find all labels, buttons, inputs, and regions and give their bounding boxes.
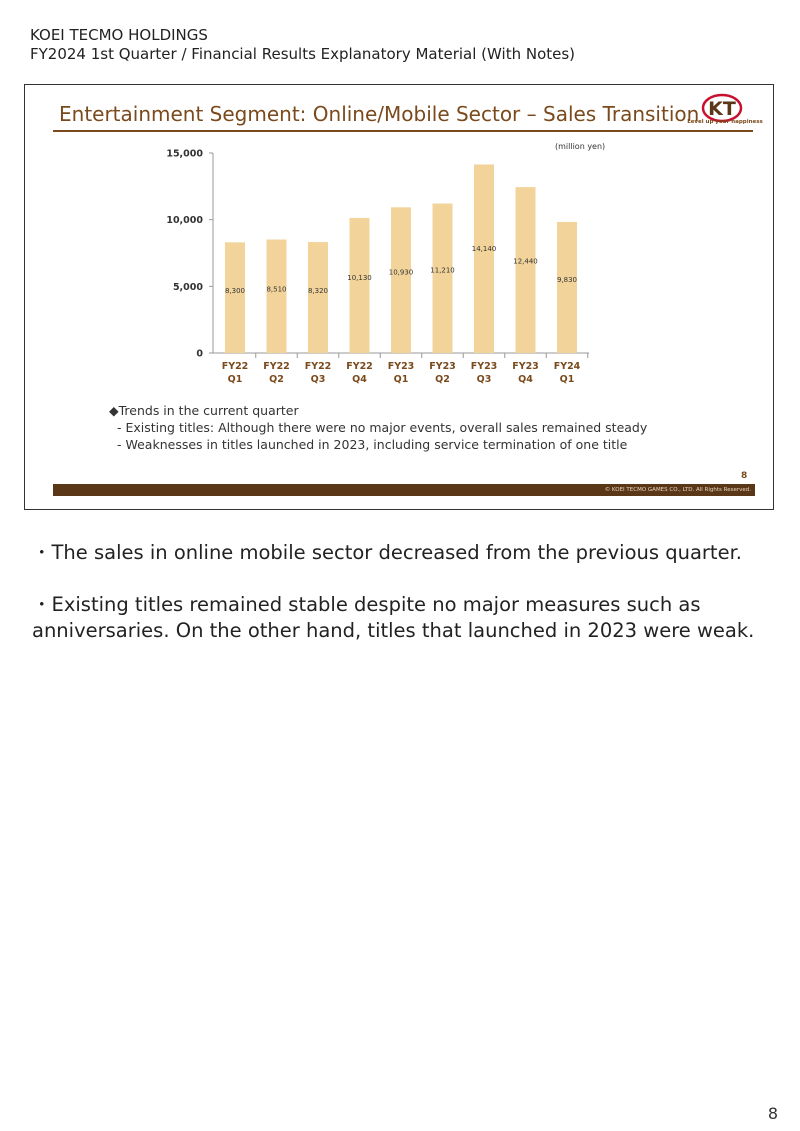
x-tick-label: FY23 [470,361,498,372]
bar [308,242,328,353]
bar [350,218,370,353]
data-label: 10,130 [347,274,372,283]
x-tick-label: FY23 [512,361,539,372]
x-tick-label: Q2 [269,374,284,385]
bar [516,187,536,353]
x-tick-label: Q4 [352,374,367,385]
x-tick-label: FY23 [387,361,415,372]
data-label: 9,830 [556,276,578,285]
logo-mark: KT [708,98,736,120]
bar [433,204,453,353]
notes [32,540,772,670]
data-label: 8,300 [224,287,246,296]
slide-frame [24,84,774,510]
sales-bar-chart [25,85,773,385]
data-label: 8,510 [266,285,287,294]
copyright-text: © KOEI TECMO GAMES CO., LTD. All Rights Reserved. [604,487,751,493]
x-tick-label: FY22 [346,361,373,372]
x-tick-label: Q1 [393,374,409,385]
data-label: 8,320 [307,287,329,296]
y-tick-label: 5,000 [172,281,203,293]
slide-title: Entertainment Segment: Online/Mobile Sector – Sales Transition [59,102,700,126]
bar [557,222,577,353]
note-paragraph: ・Existing titles remained stable despite no major measures such as anniversaries. On the other hand, titles that launched in 2023 were weak. [32,593,755,642]
x-tick-label: Q2 [435,374,450,385]
bar [391,207,411,353]
note-paragraph: ・The sales in online mobile sector decreased from the previous quarter. [32,541,742,564]
trends-heading: ◆Trends in the current quarter [109,403,299,418]
logo-tagline: Level up your happiness [687,119,763,125]
data-label: 10,930 [388,268,414,277]
unit-label: (million yen) [555,142,606,151]
x-tick-label: FY22 [221,361,249,372]
x-tick-label: Q1 [559,374,575,385]
x-tick-label: Q4 [518,374,533,385]
page-number: 8 [767,1104,778,1123]
slide-number: 8 [741,471,748,481]
trend-line: - Existing titles: Although there were no major events, overall sales remained steady [117,420,648,435]
x-tick-label: Q3 [476,374,492,385]
x-tick-label: Q3 [310,374,326,385]
data-label: 14,140 [471,245,497,254]
y-tick-label: 0 [196,348,203,360]
document-title: FY2024 1st Quarter / Financial Results Explanatory Material (With Notes) [30,45,576,63]
bar [267,240,287,353]
x-tick-label: FY22 [263,361,290,372]
bar [225,242,245,353]
data-label: 12,440 [513,257,538,266]
footer-bar [53,484,755,496]
x-axis-labels [222,353,588,385]
company-name: KOEI TECMO HOLDINGS [30,26,208,44]
x-tick-label: Q1 [227,374,243,385]
y-tick-label: 15,000 [166,148,203,160]
trend-line: - Weaknesses in titles launched in 2023, including service termination of one title [117,437,628,452]
y-tick-label: 10,000 [166,215,203,227]
x-tick-label: FY24 [553,361,581,372]
bar-series [225,164,577,353]
data-label: 11,210 [430,266,455,275]
bar [474,164,494,353]
x-tick-label: FY22 [304,361,332,372]
document-header [30,26,575,64]
x-tick-label: FY23 [429,361,456,372]
trends-block [109,402,647,453]
